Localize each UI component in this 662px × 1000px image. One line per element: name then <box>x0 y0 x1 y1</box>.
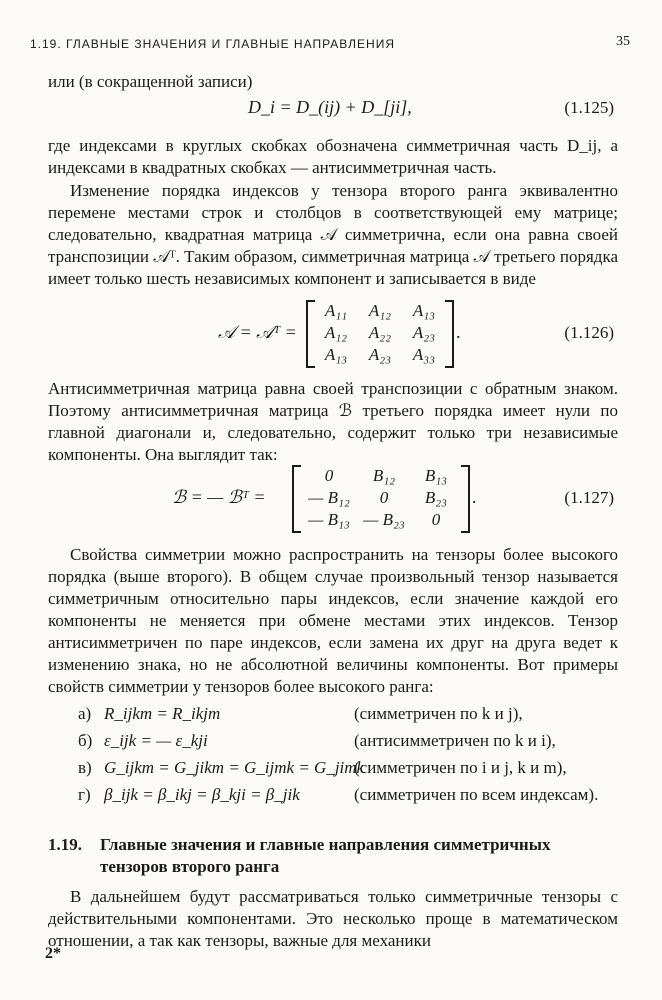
running-title: 1.19. ГЛАВНЫЕ ЗНАЧЕНИЯ И ГЛАВНЫЕ НАПРАВЛЕНИЯ <box>30 37 395 51</box>
equation-1126-lhs: 𝒜 = 𝒜ᵀ = <box>218 322 297 342</box>
item-note: (симметричен по i и j, k и m), <box>354 758 567 777</box>
list-item <box>78 704 618 726</box>
running-header <box>30 34 630 51</box>
list-item <box>78 758 618 780</box>
paragraph-symmetric-part: где индексами в круглых скобках обозначена симметричная часть D_ij, а индексами в квадратных скобках — антисимметричная часть. <box>48 136 618 177</box>
page-number: 35 <box>616 34 630 49</box>
matrix-a-cell: A₂₃ <box>412 323 436 342</box>
matrix-b-cell: — B₁₂ <box>308 488 350 507</box>
equation-number-1125: (1.125) <box>564 98 614 117</box>
item-formula: G_ijkm = G_jikm = G_ijmk = G_jimk <box>104 758 365 777</box>
intro-line: или (в сокращенной записи) <box>48 72 253 91</box>
signature-mark: 2* <box>45 945 61 962</box>
paragraph-next-section: В дальнейшем будут рассматриваться только симметричные тензоры с действительными компонентами. Это несколько проще в математическом отношении, а так как тензоры, важные для механики <box>48 887 618 950</box>
equation-number-1126: (1.126) <box>564 323 614 342</box>
matrix-b-cell: — B₁₃ <box>308 510 350 529</box>
matrix-a-cell: A₁₃ <box>324 345 348 364</box>
matrix-a <box>314 300 446 366</box>
matrix-b-cell: 0 <box>379 488 389 507</box>
matrix-b-bracket-right <box>461 465 470 533</box>
paragraph-antisymmetric: Антисимметричная матрица равна своей транспозиции с обратным знаком. Поэтому антисимметричная матрица ℬ третьего порядка имеет нули по главной диагонали и, следовательно, содержит только три независимые компоненты. Она выглядит так: <box>48 379 618 464</box>
item-formula: β_ijk = β_ikj = β_kji = β_jik <box>104 785 300 804</box>
item-label: г) <box>78 785 91 804</box>
section-title-text: Главные значения и главные направления симметричных тензоров второго ранга <box>100 835 551 876</box>
paragraph-higher-order: Свойства симметрии можно распространить на тензоры более высокого порядка (выше второго). В общем случае произвольный тензор называется симметричным относительно пары индексов, если значение каждой его компоненты не меняется при обмене местами этих индексов. Тензор антисимметричен по паре индексов, если замена их друг на друга ведет к изменению знака, но не абсолютной величины компоненты. Вот примеры свойств симметрии у тензоров более высокого ранга: <box>48 545 618 696</box>
item-note: (антисимметричен по k и i), <box>354 731 556 750</box>
item-note: (симметричен по всем индексам). <box>354 785 599 804</box>
equation-1127-period: . <box>472 487 477 507</box>
item-formula: R_ijkm = R_ikjm <box>104 704 221 723</box>
matrix-b <box>300 465 462 531</box>
matrix-a-cell: A₁₂ <box>324 323 348 342</box>
section-number: 1.19. <box>48 835 82 854</box>
list-item <box>78 785 618 807</box>
equation-1126-period: . <box>456 322 461 342</box>
matrix-b-cell: — B₂₃ <box>363 510 405 529</box>
equation-1125: D_i = D_(ij) + D_[ji], <box>248 97 412 117</box>
equation-1127-lhs: ℬ = — ℬᵀ = <box>172 487 266 507</box>
matrix-a-cell: A₁₁ <box>324 301 348 320</box>
item-note: (симметричен по k и j), <box>354 704 523 723</box>
matrix-b-cell: B₁₃ <box>424 466 448 485</box>
matrix-a-cell: A₂₂ <box>368 323 392 342</box>
matrix-a-cell: A₃₃ <box>412 345 436 364</box>
matrix-a-cell: A₁₃ <box>412 301 436 320</box>
matrix-a-cell: A₂₃ <box>368 345 392 364</box>
matrix-b-cell: 0 <box>431 510 441 529</box>
symmetry-examples-list <box>78 704 618 804</box>
item-label: в) <box>78 758 92 777</box>
matrix-b-cell: 0 <box>324 466 334 485</box>
item-label: б) <box>78 731 93 750</box>
matrix-b-cell: B₁₂ <box>372 466 396 485</box>
matrix-bracket-right <box>445 300 454 368</box>
matrix-b-cell: B₂₃ <box>424 488 448 507</box>
matrix-a-cell: A₁₂ <box>368 301 392 320</box>
item-label: а) <box>78 704 92 723</box>
paragraph-transposition: Изменение порядка индексов у тензора второго ранга эквивалентно перемене местами строк и столбцов в соответствующей ему матрице; следовательно, квадратная матрица 𝒜 симметрична, если она равна своей транспозиции 𝒜ᵀ. Таким образом, симметричная матрица 𝒜 третьего порядка имеет только шесть независимых компонент и записывается в виде <box>48 181 618 288</box>
item-formula: ε_ijk = — ε_kji <box>104 731 208 750</box>
equation-number-1127: (1.127) <box>564 488 614 507</box>
list-item <box>78 731 618 753</box>
